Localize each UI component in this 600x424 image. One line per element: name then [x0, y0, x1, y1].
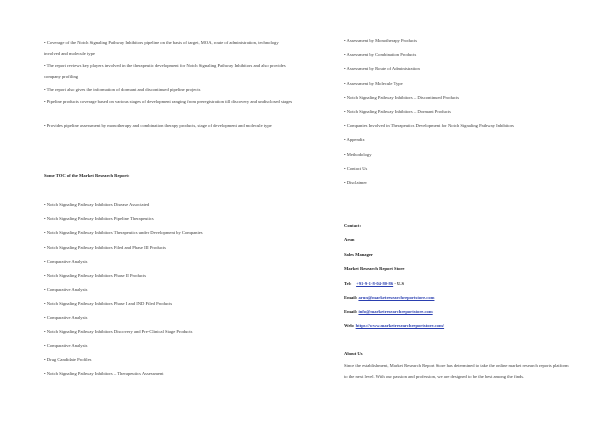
- toc-item: • Assessment by Route of Administration: [344, 66, 420, 71]
- toc-item: • Notch Signaling Pathway Inhibitors – Therapeutics Assessment: [44, 371, 164, 376]
- email-label: Email:: [344, 295, 358, 300]
- toc-item: • Disclaimer: [344, 180, 367, 185]
- intro-bullet-assessment: • Provides pipeline assessment by monotherapy and combination therapy products, stage of development and molecule type: [44, 123, 272, 128]
- intro-bullet-stages: • Pipeline products coverage based on various stages of development ranging from preregistration till discovery and undisclosed stages: [44, 99, 293, 104]
- toc-item: • Notch Signaling Pathway Inhibitors Pipeline Therapeutics: [44, 216, 154, 221]
- toc-item: • Notch Signaling Pathway Inhibitors Disease Associated: [44, 202, 150, 207]
- toc-item: • Notch Signaling Pathway Inhibitors Therapeutics under Development by Companies: [44, 230, 203, 235]
- toc-item: • Assessment by Molecule Type: [344, 81, 403, 86]
- tel-label: Tel:: [344, 281, 352, 286]
- contact-email-line: [344, 307, 433, 318]
- contact-web-line: [344, 321, 444, 332]
- toc-item: • Notch Signaling Pathway Inhibitors Phase II Products: [44, 273, 147, 278]
- toc-item: • Assessment by Combination Products: [344, 52, 417, 57]
- toc-item: • Comparative Analysis: [44, 259, 88, 264]
- toc-item: • Drug Candidate Profiles: [44, 357, 92, 362]
- toc-item: • Contact Us: [344, 166, 368, 171]
- toc-item: • Appendix: [344, 137, 365, 142]
- toc-item: • Assessment by Monotherapy Products: [344, 38, 418, 43]
- toc-item: • Notch Signaling Pathway Inhibitors Filed and Phase III Products: [44, 245, 166, 250]
- toc-item: • Comparative Analysis: [44, 343, 88, 348]
- contact-role: Sales Manager: [344, 252, 373, 257]
- toc-item: • Notch Signaling Pathway Inhibitors Phase I and IND Filed Products: [44, 301, 173, 306]
- contact-tel-line: [344, 279, 404, 290]
- email-label: Email:: [344, 309, 358, 314]
- tel-suffix: - U.S: [394, 281, 405, 286]
- toc-item: • Notch Signaling Pathway Inhibitors – Dormant Products: [344, 109, 451, 114]
- about-heading: About Us: [344, 351, 363, 356]
- contact-name: Arun: [344, 237, 355, 242]
- intro-bullet-target: • Coverage of the Notch Signaling Pathway Inhibitors pipeline on the basis of target, MOA, route of administration, technology involved and molecule type: [44, 40, 279, 56]
- toc-item: • Companies Involved in Therapeutics Development for Notch Signaling Pathway Inhibitors: [344, 123, 514, 128]
- contact-email-line: [344, 293, 434, 304]
- about-text: Since the establishment, Market Research Report Store has determined to take the online market research reports platform to the next level. With our passion and profession, we are designed to be the best among the finds.: [344, 363, 569, 379]
- toc-item: • Notch Signaling Pathway Inhibitors Discovery and Pre-Clinical Stage Products: [44, 329, 193, 334]
- website-link[interactable]: https://www.marketresearchreportstore.com/: [355, 323, 445, 328]
- email-link-arun[interactable]: arun@marketresearchreportstore.com: [358, 295, 435, 300]
- toc-item: • Notch Signaling Pathway Inhibitors – Discontinued Products: [344, 95, 460, 100]
- toc-item: • Methodology: [344, 152, 372, 157]
- intro-bullet-key-players: • The report reviews key players involved in the therapeutic development for Notch Signaling Pathway Inhibitors and also provides company profiling: [44, 63, 286, 79]
- web-label: Web:: [344, 323, 355, 328]
- tel-link[interactable]: +91-9-1-8-04-80-86: [356, 281, 394, 286]
- intro-bullet-dormant: • The report also gives the information of dormant and discontinued pipeline projects: [44, 87, 201, 92]
- toc-item: • Comparative Analysis: [44, 287, 88, 292]
- contact-heading: Contact:: [344, 223, 362, 228]
- email-link-info[interactable]: info@marketresearchreportstore.com: [358, 309, 433, 314]
- toc-item: • Comparative Analysis: [44, 315, 88, 320]
- toc-heading: Some TOC of the Market Research Report:: [44, 173, 130, 178]
- contact-company: Market Research Report Store: [344, 266, 405, 271]
